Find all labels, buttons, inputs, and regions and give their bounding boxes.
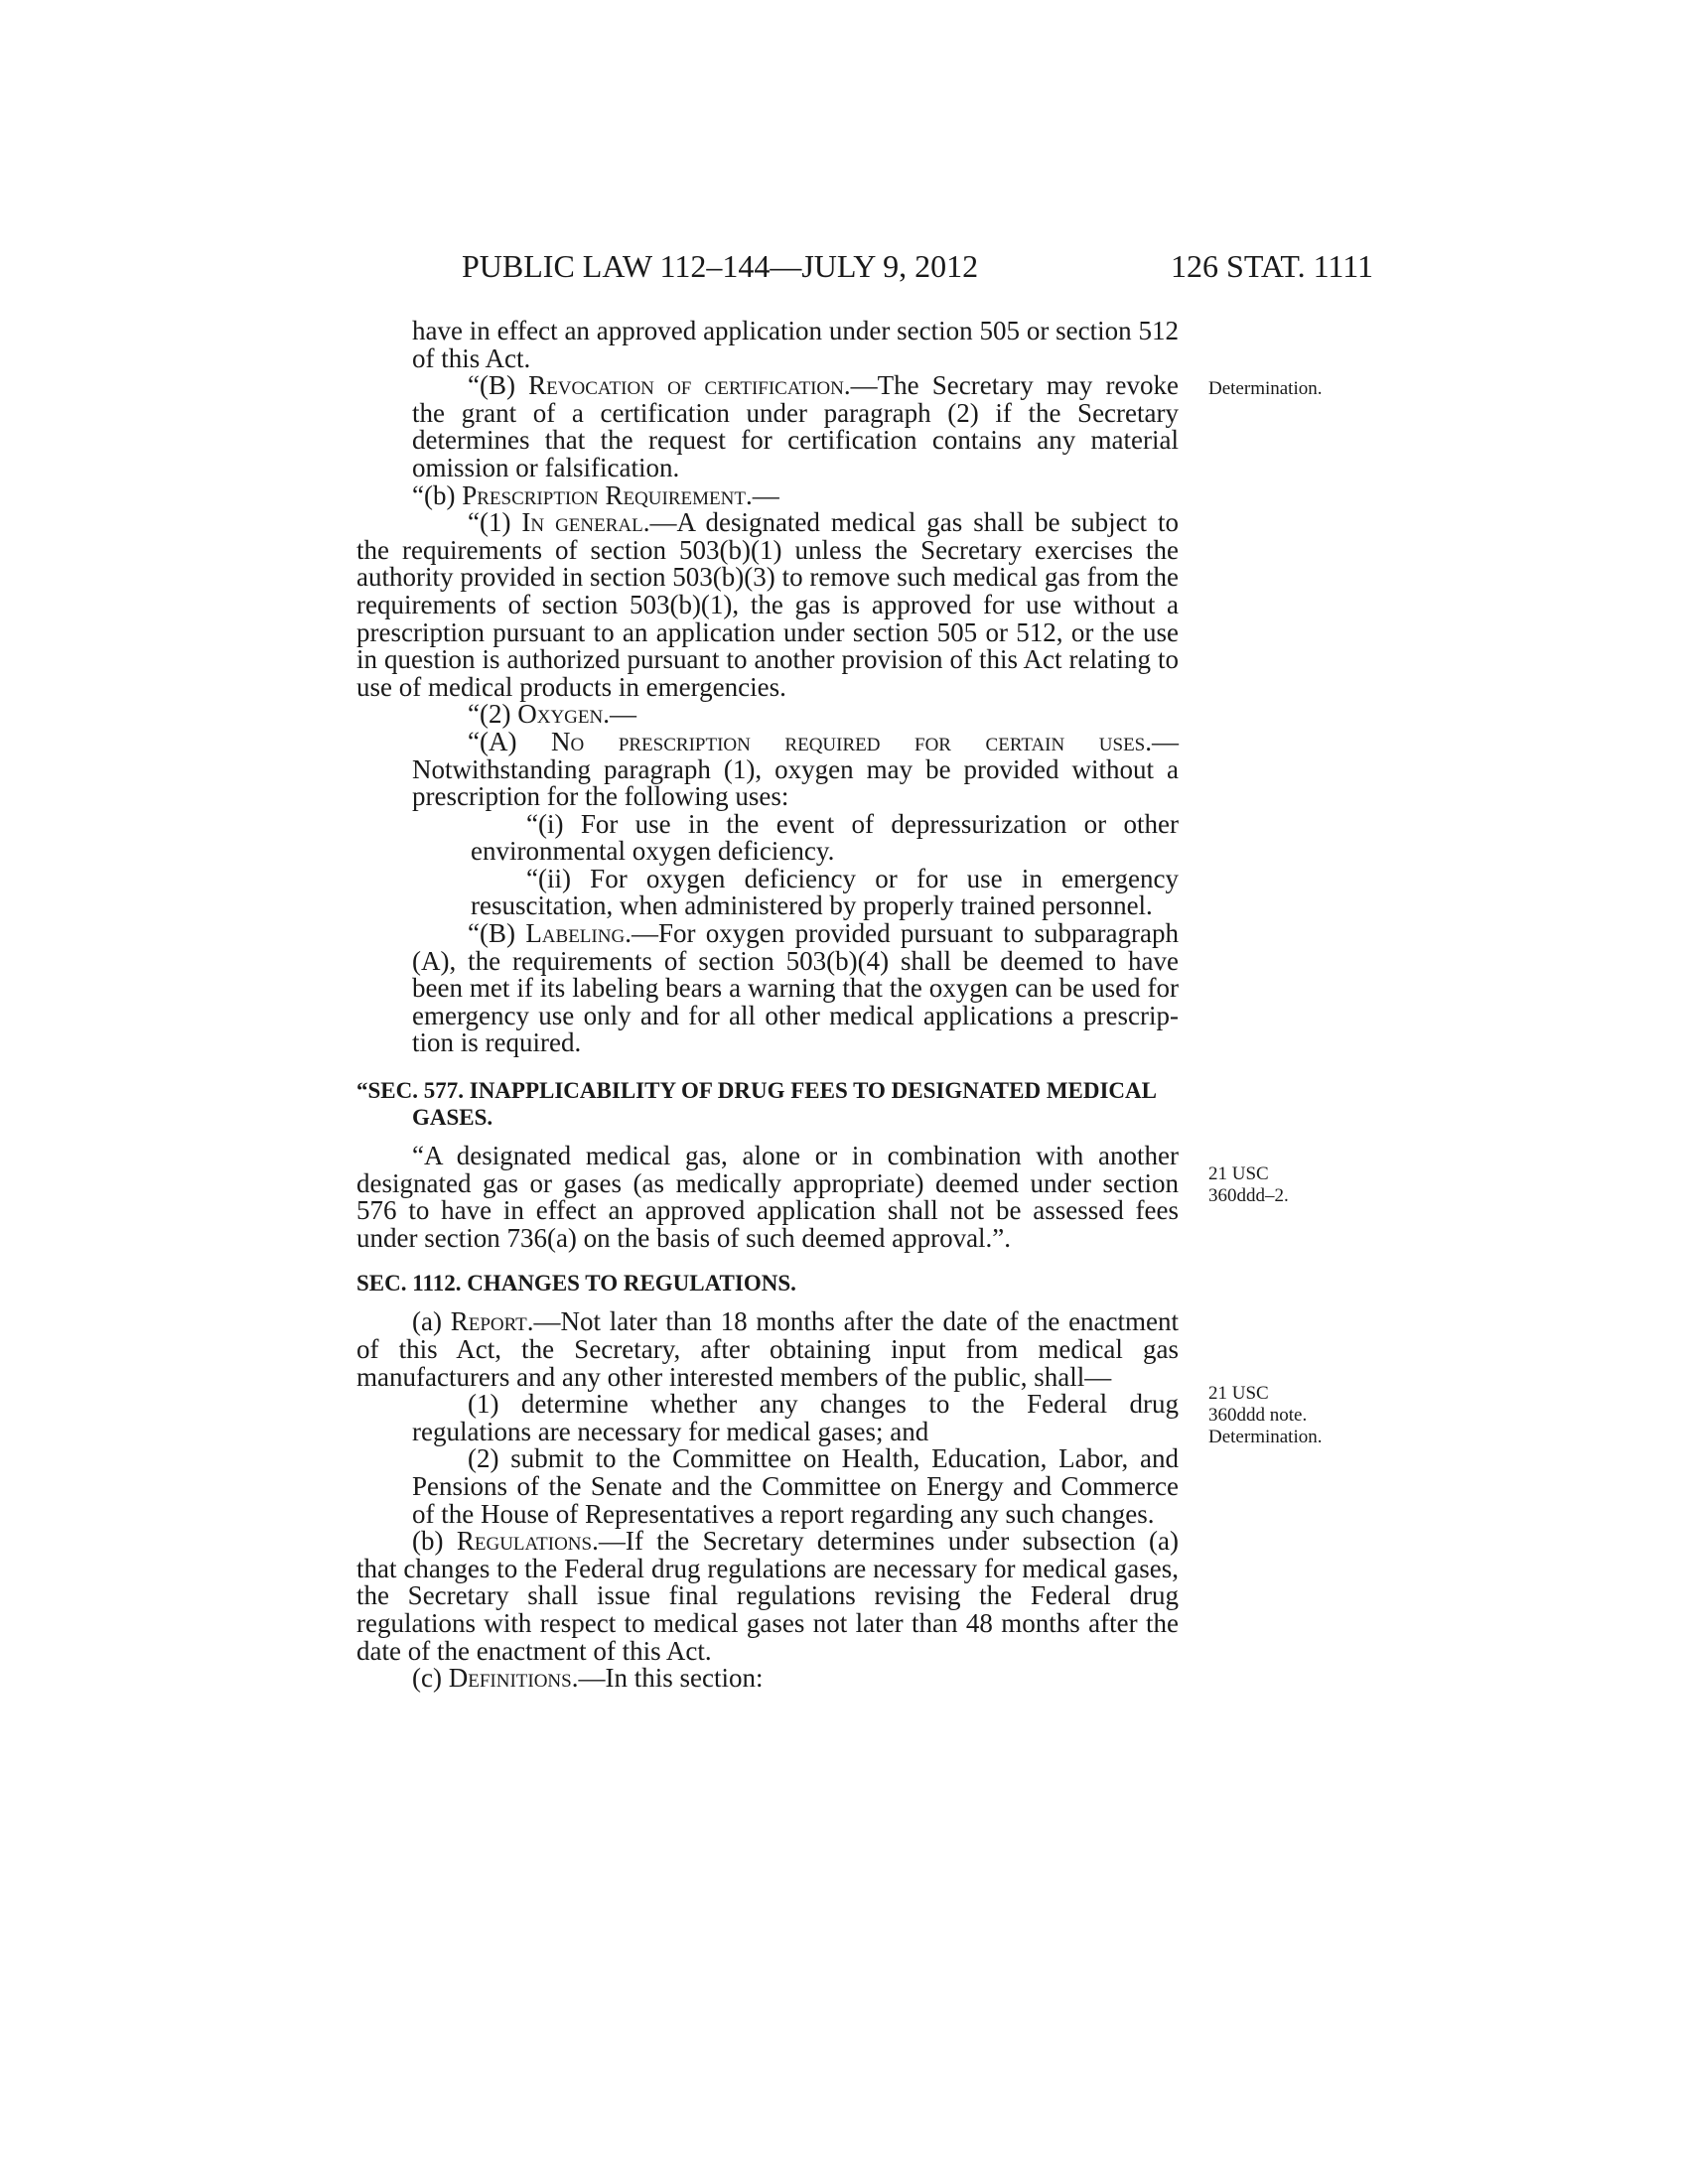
margin-note-line: 21 USC	[1208, 1383, 1269, 1404]
clause-i	[356, 808, 1179, 867]
text: .—In this section:	[571, 1663, 764, 1694]
subheading: No prescription required for certain uses	[551, 726, 1146, 756]
paragraph-in-general	[356, 509, 1179, 701]
enumerator: (c)	[412, 1663, 449, 1694]
text: have in effect an approved application under section 505 or section 512 of this Act.	[412, 316, 1179, 373]
paragraph-revocation	[356, 372, 1179, 481]
text: “A designated medical gas, alone or in combination with another designated gas or gases (as medically appropriate) deemed under section 576 to have in effect an approved application shall not be assessed fees under section 736(a) on the basis of such deemed approval.”.	[356, 1141, 1179, 1253]
section-1112-heading: SEC. 1112. CHANGES TO REGULATIONS.	[356, 1271, 796, 1297]
item-2-submit	[356, 1445, 1179, 1528]
subheading: Labeling	[525, 918, 626, 949]
text: .—	[603, 699, 636, 730]
paragraph-report	[356, 1308, 1179, 1391]
subheading: In general	[521, 507, 643, 538]
statute-page-number: 126 STAT. 1111	[1171, 248, 1373, 284]
paragraph-continuation	[356, 318, 1179, 372]
enumerator: “(1)	[468, 507, 522, 538]
paragraph-labeling	[356, 920, 1179, 1057]
text: .—	[745, 479, 779, 510]
margin-note-line: 21 USC	[1208, 1163, 1269, 1184]
margin-note-usc-360ddd-note	[1208, 1383, 1377, 1448]
margin-note-line: Determination.	[1208, 1427, 1323, 1447]
subheading: Definitions	[448, 1663, 572, 1694]
enumerator: “(2)	[468, 699, 518, 730]
text: .—If the Secretary determines under subsection (a) that changes to the Federal drug regulations are necessary for medical gases, the Secretary shall issue final regulations revising the Federal drug regulations with respect to medical gases not later than 48 months after the date of the enactment of this Act.	[356, 1526, 1179, 1666]
enumerator: (b)	[412, 1526, 457, 1557]
text: .—A designated medical gas shall be subject to the requirements of section 503(b)(1) unless the Secretary exercises the authority provided in section 503(b)(3) to remove such medical gas from the requirements of section 503(b)(1), the gas is approved for use without a prescription pursuant to an application under section 505 or 512, or the use in question is authorized pursuant to another provision of this Act relating to use of medical products in emergencies.	[356, 507, 1179, 702]
document-body	[356, 318, 1179, 1693]
paragraph-oxygen	[356, 701, 1179, 729]
enumerator: “(B)	[468, 918, 526, 949]
text: .—Not later than 18 months after the date of the enactment of this Act, the Secretary, after obtaining input from medical gas manufacturers and any other interested members of the public, shall—	[356, 1306, 1180, 1392]
margin-note-line: Determination.	[1208, 378, 1323, 399]
margin-note-line: 360ddd–2.	[1208, 1185, 1289, 1206]
enumerator: “(B)	[468, 370, 529, 401]
margin-note-usc-360ddd-2	[1208, 1163, 1377, 1207]
enumerator: (a)	[412, 1306, 451, 1337]
subheading: Prescription Requirement	[462, 479, 746, 510]
paragraph-regulations	[356, 1528, 1179, 1665]
enumerator: “(b)	[412, 479, 463, 510]
enumerator: “(A)	[468, 726, 552, 756]
subheading: Oxygen	[517, 699, 604, 730]
text: “(ii) For oxygen deficiency or for use in emergency resuscitation, when administered by properly trained personnel.	[471, 863, 1179, 921]
running-header	[462, 246, 1373, 286]
paragraph-section-577	[356, 1143, 1179, 1252]
text: .—For oxygen provided pursuant to subparagraph (A), the requirements of section 503(b)(4) shall be deemed to have been met if its labeling bears a warning that the oxygen can be used for emergency use only and for all other medical applications a prescription is required.	[412, 918, 1179, 1058]
public-law-citation: PUBLIC LAW 112–144—JULY 9, 2012	[462, 248, 979, 284]
subheading: Revocation of certification	[528, 370, 844, 401]
margin-note-line: 360ddd note.	[1208, 1405, 1308, 1426]
subheading: Regulations	[456, 1526, 593, 1557]
text: .—The Secretary may revoke the grant of a certification under paragraph (2) if the Secretary determines that the request for certification contains any material omission or falsification.	[412, 370, 1180, 482]
text: “(i) For use in the event of depressurization or other environmental oxygen deficiency.	[471, 808, 1179, 867]
text: .— Notwithstanding paragraph (1), oxygen may be provided without a prescription for the following uses:	[412, 726, 1179, 812]
text: (1) determine whether any changes to the Federal drug regulations are necessary for medical gases; and	[412, 1389, 1179, 1446]
subheading: Report	[450, 1306, 527, 1337]
clause-ii	[356, 863, 1179, 921]
paragraph-prescription-requirement	[356, 479, 1179, 510]
item-1-determine	[356, 1391, 1179, 1445]
section-577-heading: “SEC. 577. INAPPLICABILITY OF DRUG FEES TO DESIGNATED MEDICAL GASES.	[356, 1078, 1156, 1131]
margin-note-determination	[1208, 378, 1377, 400]
text: (2) submit to the Committee on Health, Education, Labor, and Pensions of the Senate and the Committee on Energy and Commerce of the House of Representatives a report regarding any such changes.	[412, 1443, 1179, 1529]
paragraph-definitions	[356, 1665, 1179, 1693]
paragraph-no-prescription	[356, 726, 1179, 812]
